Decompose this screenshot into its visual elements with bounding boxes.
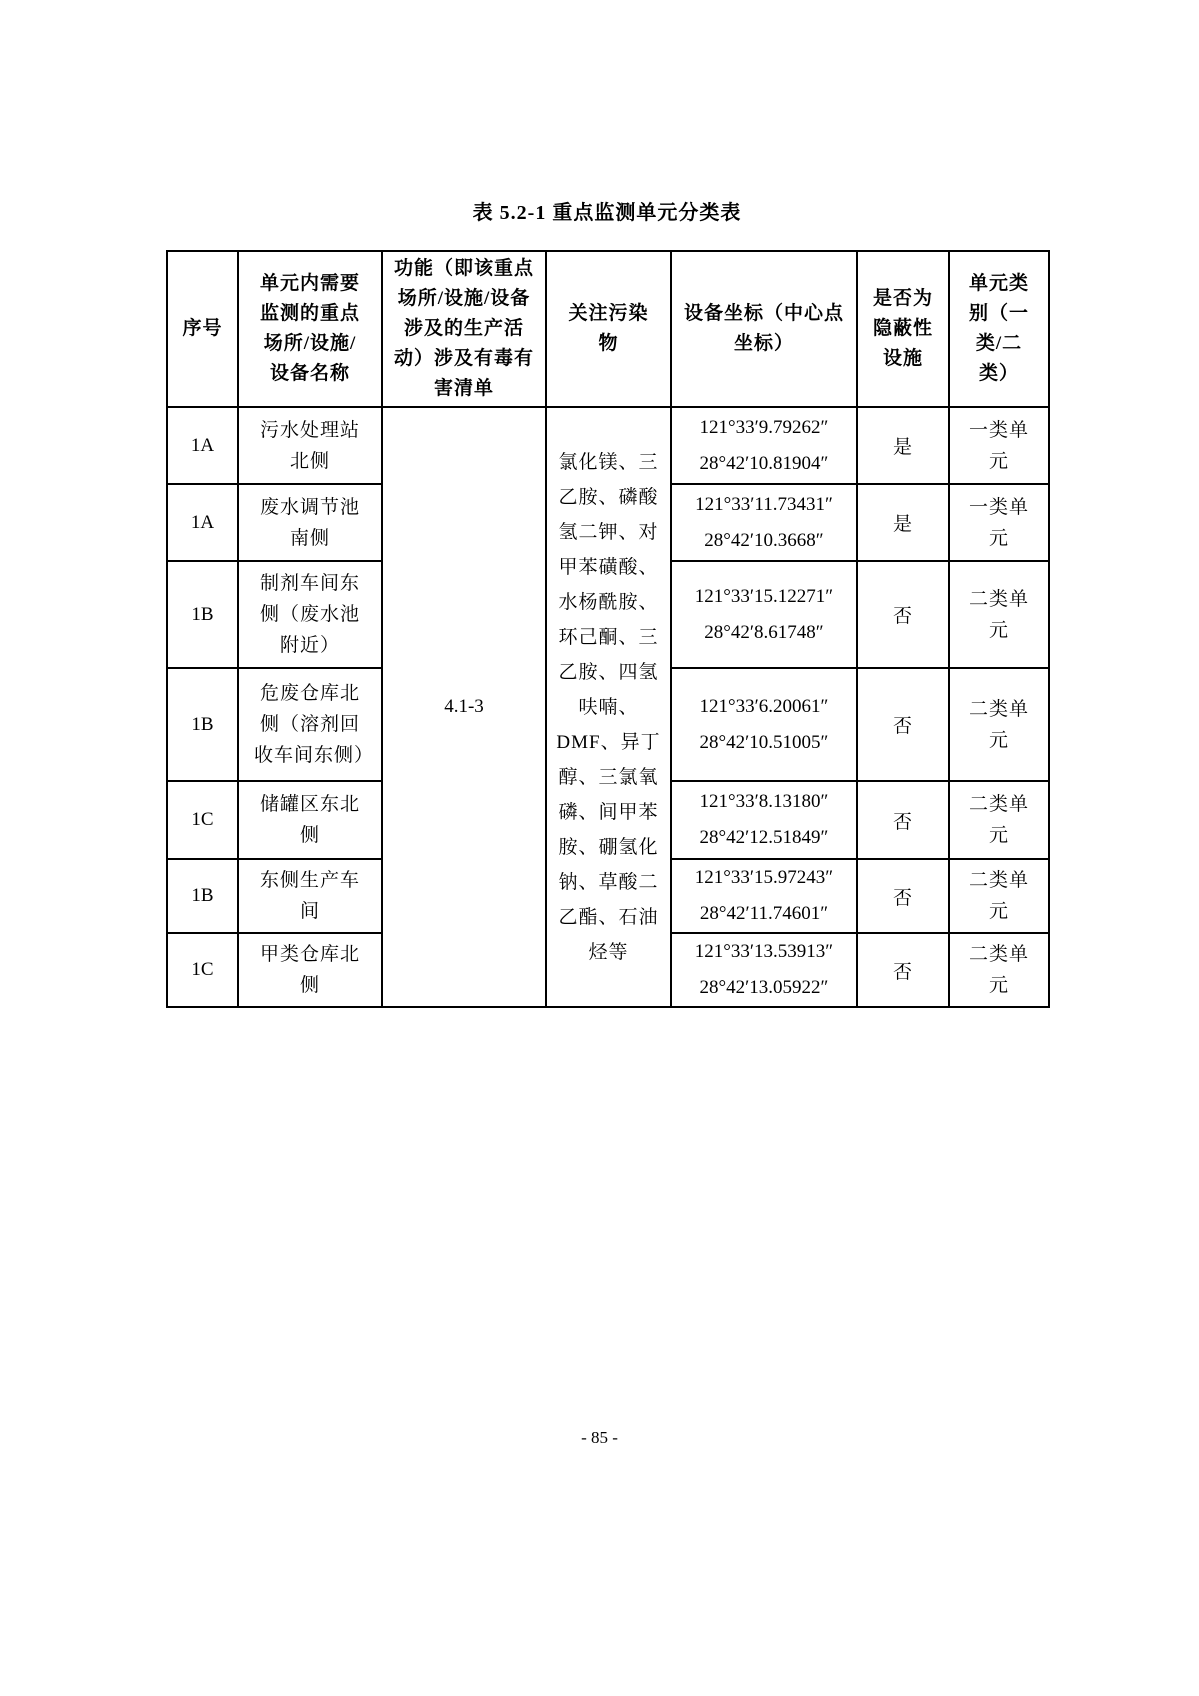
name-cell	[238, 484, 382, 561]
latitude-value: 28°42′12.51849″	[699, 827, 829, 848]
category-text: 一类单元	[968, 419, 1029, 472]
table-row	[167, 407, 1049, 484]
seq-cell: 1B	[167, 561, 238, 668]
longitude-value: 121°33′8.13180″	[699, 791, 829, 812]
longitude-value: 121°33′11.73431″	[695, 493, 833, 515]
category-cell	[949, 668, 1049, 781]
latitude-value: 28°42′13.05922″	[699, 977, 829, 998]
coordinates-cell	[671, 859, 857, 933]
latitude-value: 28°42′10.51005″	[699, 731, 829, 753]
category-text: 二类单元	[968, 870, 1029, 922]
col-header-hidden	[857, 251, 949, 407]
seq-cell: 1A	[167, 407, 238, 484]
hidden-facility-cell: 是	[857, 407, 949, 484]
seq-cell: 1C	[167, 781, 238, 859]
pollutants-text: 氯化镁、三乙胺、磷酸氢二钾、对甲苯磺酸、水杨酰胺、环己酮、三乙胺、四氢呋喃、DMF、异丁醇、三氯氧磷、间甲苯胺、硼氢化钠、草酸二乙酯、石油烃等	[556, 451, 661, 963]
longitude-value: 121°33′13.53913″	[694, 941, 834, 962]
coordinates-cell	[671, 933, 857, 1007]
category-cell	[949, 933, 1049, 1007]
category-cell	[949, 407, 1049, 484]
seq-cell: 1B	[167, 668, 238, 781]
col-header-coordinates	[671, 251, 857, 407]
name-cell	[238, 859, 382, 933]
name-cell	[238, 407, 382, 484]
hidden-facility-cell: 否	[857, 781, 949, 859]
category-cell	[949, 484, 1049, 561]
monitoring-units-table	[166, 250, 1050, 1008]
category-text: 二类单元	[968, 588, 1029, 641]
name-text: 危废仓库北侧（溶剂回收车间东侧）	[254, 683, 375, 766]
category-text: 一类单元	[968, 496, 1029, 549]
category-text: 二类单元	[968, 944, 1029, 996]
hidden-facility-cell: 否	[857, 859, 949, 933]
seq-cell: 1C	[167, 933, 238, 1007]
hidden-facility-cell: 否	[857, 561, 949, 668]
latitude-value: 28°42′10.81904″	[699, 452, 829, 474]
name-text: 甲类仓库北侧	[259, 944, 360, 996]
col-header-name	[238, 251, 382, 407]
name-text: 制剂车间东侧（废水池附近）	[259, 573, 360, 656]
hidden-facility-cell: 是	[857, 484, 949, 561]
col-header-pollutants	[546, 251, 671, 407]
name-cell	[238, 561, 382, 668]
category-cell	[949, 561, 1049, 668]
latitude-value: 28°42′11.74601″	[699, 903, 829, 924]
name-cell	[238, 668, 382, 781]
col-header-hidden-label: 是否为隐蔽性设施	[872, 288, 933, 369]
coordinates-cell	[671, 407, 857, 484]
col-header-function	[382, 251, 546, 407]
name-text: 废水调节池南侧	[259, 496, 360, 549]
latitude-value: 28°42′10.3668″	[704, 529, 824, 551]
seq-cell: 1B	[167, 859, 238, 933]
category-cell	[949, 781, 1049, 859]
category-text: 二类单元	[968, 794, 1029, 846]
table-header-row	[167, 251, 1049, 407]
name-text: 东侧生产车间	[259, 870, 360, 922]
longitude-value: 121°33′15.97243″	[694, 867, 834, 888]
table-title: 表 5.2-1 重点监测单元分类表	[472, 202, 742, 224]
hidden-facility-cell: 否	[857, 933, 949, 1007]
category-text: 二类单元	[968, 698, 1029, 751]
name-text: 储罐区东北侧	[259, 794, 360, 846]
col-header-name-label: 单元内需要监测的重点场所/设施/设备名称	[259, 273, 360, 384]
longitude-value: 121°33′6.20061″	[699, 695, 829, 717]
coordinates-cell	[671, 668, 857, 781]
category-cell	[949, 859, 1049, 933]
name-cell	[238, 781, 382, 859]
coordinates-cell	[671, 484, 857, 561]
col-header-function-label: 功能（即该重点场所/设施/设备涉及的生产活动）涉及有毒有害清单	[393, 258, 534, 399]
hidden-facility-cell: 否	[857, 668, 949, 781]
coordinates-cell	[671, 561, 857, 668]
col-header-pollutants-label: 关注污染物	[568, 303, 649, 354]
longitude-value: 121°33′9.79262″	[699, 416, 829, 438]
page-number: - 85 -	[581, 1428, 618, 1447]
function-ref-cell: 4.1-3	[382, 407, 546, 1007]
latitude-value: 28°42′8.61748″	[704, 621, 824, 643]
col-header-seq	[167, 251, 238, 407]
longitude-value: 121°33′15.12271″	[694, 585, 834, 607]
col-header-category-label: 单元类别（一类/二类）	[968, 273, 1029, 384]
name-text: 污水处理站北侧	[259, 419, 360, 472]
seq-cell: 1A	[167, 484, 238, 561]
name-cell	[238, 933, 382, 1007]
pollutants-cell	[546, 407, 671, 1007]
col-header-category	[949, 251, 1049, 407]
coordinates-cell	[671, 781, 857, 859]
col-header-coordinates-label: 设备坐标（中心点坐标）	[683, 303, 844, 354]
col-header-seq-label: 序号	[182, 318, 223, 339]
